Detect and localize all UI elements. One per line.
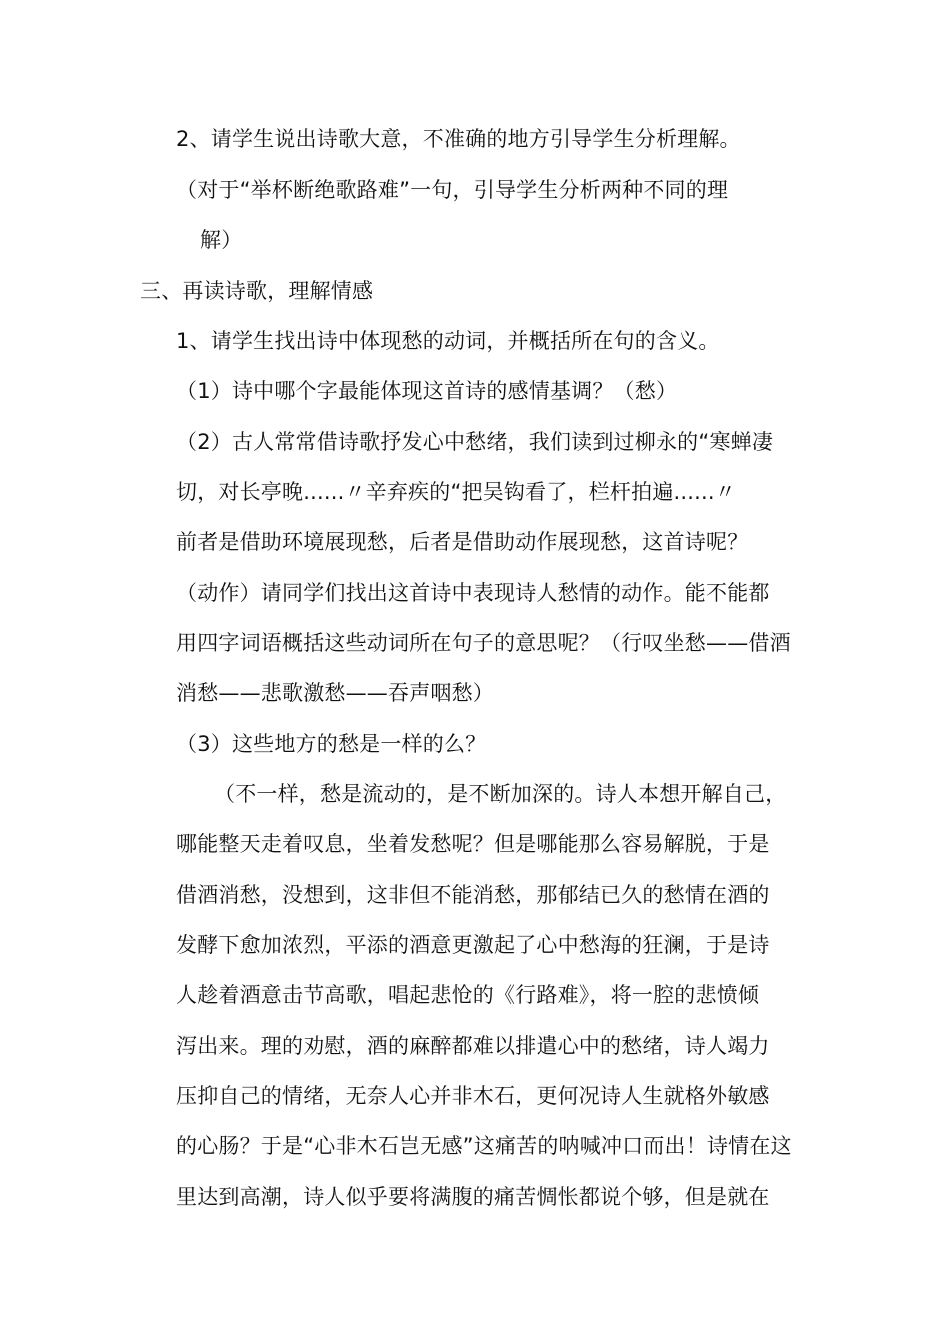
answer-paragraph-line-3: 借酒消愁，没想到，这非但不能消愁，那郁结已久的愁情在酒的 [176, 883, 770, 907]
answer-paragraph-line-5: 人趁着酒意击节高歌，唱起悲怆的《行路难》，将一腔的悲愤倾 [176, 983, 760, 1007]
question-2-line-4: （动作）请同学们找出这首诗中表现诗人愁情的动作。能不能都 [176, 581, 770, 605]
answer-paragraph-line-7: 压抑自己的情绪，无奈人心并非木石，更何况诗人生就格外敏感 [176, 1084, 770, 1108]
question-2-line-1: （2）古人常常借诗歌抒发心中愁绪，我们读到过柳永的“寒蝉凄 [176, 430, 774, 454]
question-1: （1）诗中哪个字最能体现这首诗的感情基调？（愁） [176, 379, 678, 403]
note-paragraph-line-1: （对于“举杯断绝歌路难”一句，引导学生分析两种不同的理 [176, 178, 729, 202]
question-2-line-2: 切，对长亭晚......〃辛弃疾的“把吴钩看了，栏杆拍遍......〃 [176, 480, 736, 504]
answer-paragraph-line-4: 发酵下愈加浓烈，平添的酒意更激起了心中愁海的狂澜，于是诗 [176, 933, 770, 957]
answer-paragraph-line-2: 哪能整天走着叹息，坐着发愁呢？但是哪能那么容易解脱，于是 [176, 832, 770, 856]
answer-paragraph-line-1: （不一样，愁是流动的，是不断加深的。诗人本想开解自己， [214, 782, 787, 806]
section-heading-3: 三、再读诗歌，理解情感 [140, 279, 374, 303]
step-2-paragraph: 2、请学生说出诗歌大意，不准确的地方引导学生分析理解。 [176, 127, 741, 151]
question-2-line-3: 前者是借助环境展现愁，后者是借助动作展现愁，这首诗呢？ [176, 530, 749, 554]
answer-paragraph-line-9: 里达到高潮，诗人似乎要将满腹的痛苦惆怅都说个够，但是就在 [176, 1185, 770, 1209]
question-2-line-6: 消愁——悲歌激愁——吞声咽愁） [176, 681, 494, 705]
step-1-paragraph: 1、请学生找出诗中体现愁的动词，并概括所在句的含义。 [176, 329, 720, 353]
answer-paragraph-line-8: 的心肠？于是“心非木石岂无感”这痛苦的呐喊冲口而出！诗情在这 [176, 1134, 792, 1158]
note-paragraph-line-2: 解） [200, 228, 243, 252]
question-3: （3）这些地方的愁是一样的么？ [176, 732, 487, 756]
answer-paragraph-line-6: 泻出来。理的劝慰，酒的麻醉都难以排遣心中的愁绪，诗人竭力 [176, 1034, 770, 1058]
question-2-line-5: 用四字词语概括这些动词所在句子的意思呢？（行叹坐愁——借酒 [176, 631, 791, 655]
